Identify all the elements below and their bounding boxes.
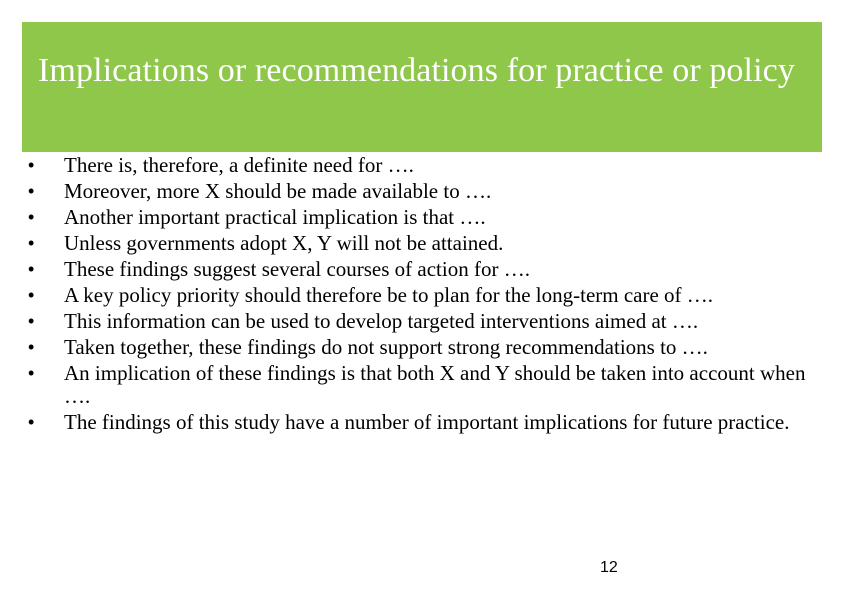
bullet-item: • An implication of these findings is that both X and Y should be taken into account when …. [28, 362, 818, 408]
bullet-item: • Moreover, more X should be made available to …. [28, 180, 818, 203]
bullet-item: • Another important practical implication is that …. [28, 206, 818, 229]
title-banner [22, 22, 822, 152]
bullet-item: • This information can be used to develop targeted interventions aimed at …. [28, 310, 818, 333]
bullet-item: • The findings of this study have a number of important implications for future practice. [28, 411, 818, 434]
bullet-item: • A key policy priority should therefore be to plan for the long-term care of …. [28, 284, 818, 307]
bullet-item: • There is, therefore, a definite need for …. [28, 154, 818, 177]
slide-title: Implications or recommendations for practice or policy [38, 52, 795, 89]
bullet-list [28, 154, 818, 437]
page-number: 12 [600, 559, 618, 576]
bullet-item: • Taken together, these findings do not support strong recommendations to …. [28, 336, 818, 359]
bullet-item: • Unless governments adopt X, Y will not be attained. [28, 232, 818, 255]
bullet-item: • These findings suggest several courses of action for …. [28, 258, 818, 281]
